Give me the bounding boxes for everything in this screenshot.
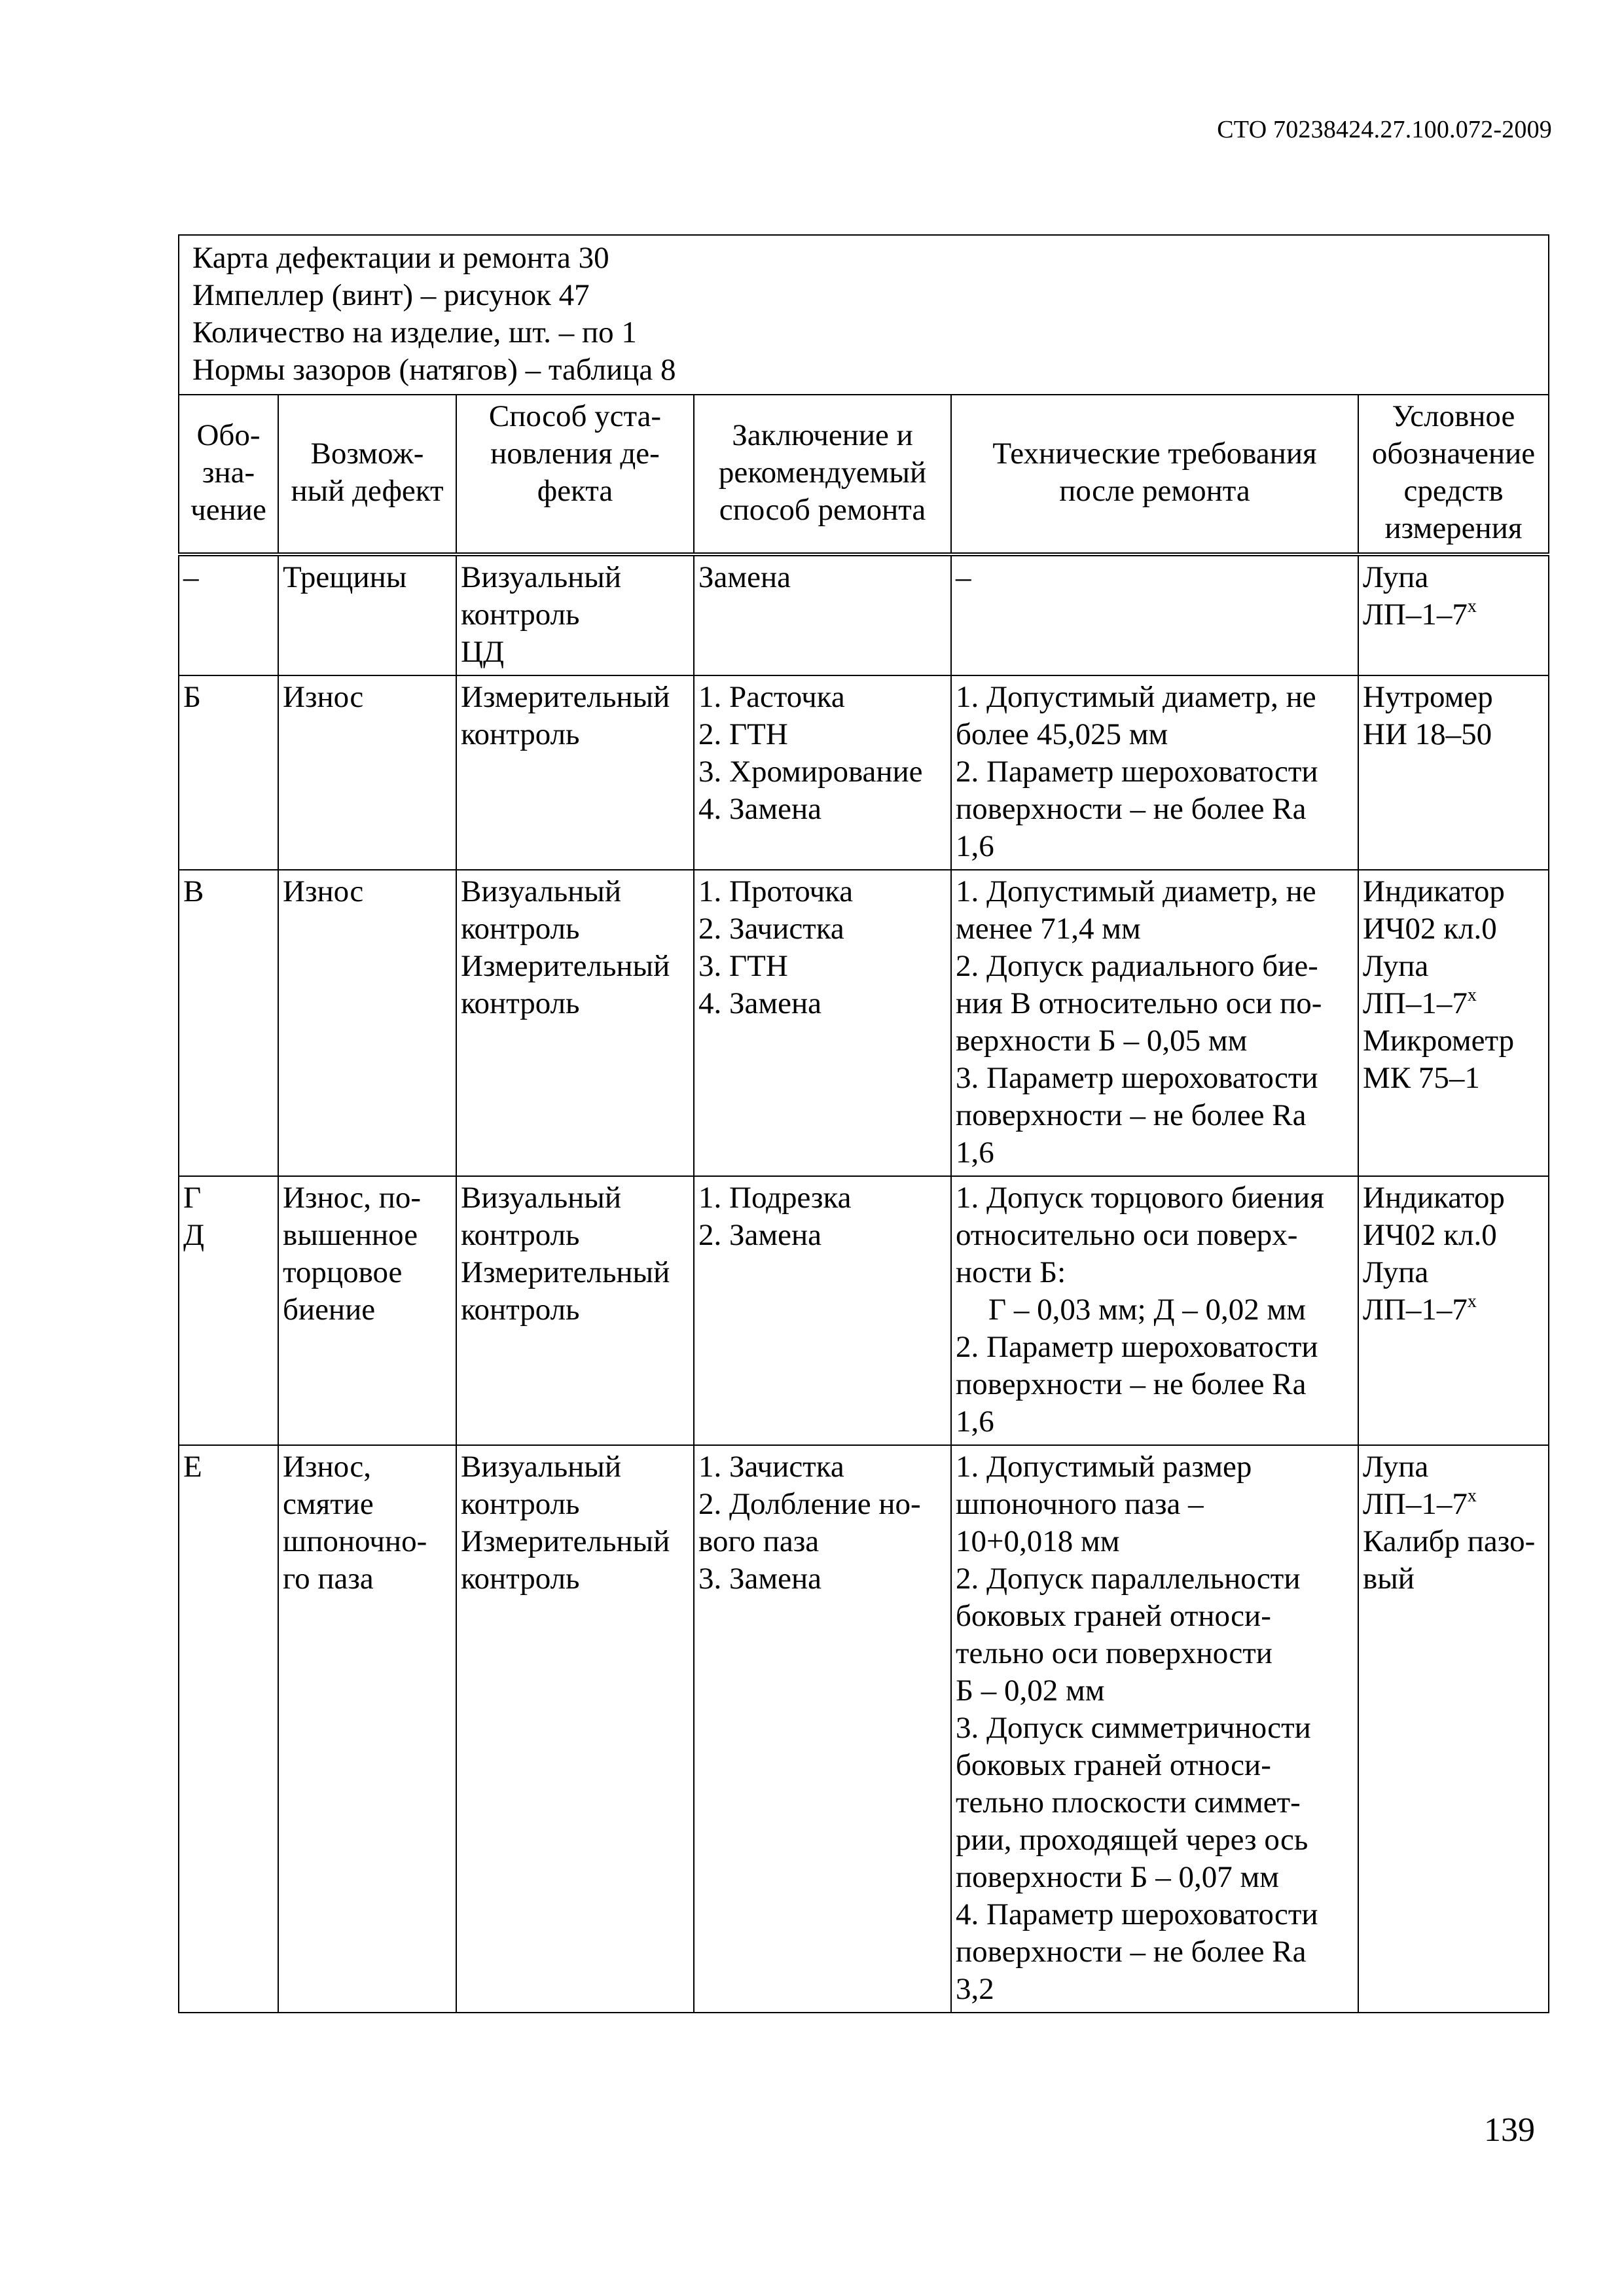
cell-repair: 1. Зачистка 2. Долбление но- вого паза 3. Замена <box>694 1445 951 2013</box>
cell-repair: Замена <box>694 554 951 675</box>
cell-designation: Е <box>179 1445 278 2013</box>
cell-method: Визуальный контроль Измерительный контроль <box>456 870 694 1176</box>
quantity-per-product: Количество на изделие, шт. – по 1 <box>192 315 637 350</box>
cell-requirements: 1. Допуск торцового биения относительно оси поверх- ности Б: Г – 0,03 мм; Д – 0,02 мм 2. Параметр шероховатости поверхности – не более Ra 1,6 <box>951 1176 1358 1445</box>
table-row <box>179 554 1549 675</box>
table-row <box>179 1176 1549 1445</box>
cell-designation: В <box>179 870 278 1176</box>
cell-requirements: 1. Допустимый диаметр, не менее 71,4 мм 2. Допуск радиального бие- ния В относительно оси по- верхности Б – 0,05 мм 3. Параметр шероховатости поверхности – не более Ra 1,6 <box>951 870 1358 1176</box>
cell-requirements: – <box>951 554 1358 675</box>
cell-defect: Износ, по- вышенное торцовое биение <box>278 1176 456 1445</box>
clearance-norms: Нормы зазоров (натягов) – таблица 8 <box>192 353 676 387</box>
cell-method: Измерительный контроль <box>456 675 694 870</box>
cell-designation: Б <box>179 675 278 870</box>
cell-requirements: 1. Допустимый диаметр, не более 45,025 мм 2. Параметр шероховатости поверхности – не более Ra 1,6 <box>951 675 1358 870</box>
cell-designation: – <box>179 554 278 675</box>
cell-designation: Г Д <box>179 1176 278 1445</box>
cell-instruments: Лупа $ЛП-1-7^х$ Калибр пазо- вый <box>1358 1445 1549 2013</box>
cell-instruments: Лупа $ЛП-1-7^х$ <box>1358 554 1549 675</box>
cell-instruments: Индикатор ИЧ02 кл.0 Лупа $ЛП-1-7^х$ <box>1358 1176 1549 1445</box>
cell-instruments: Индикатор ИЧ02 кл.0 Лупа $ЛП-1-7^х$ Микрометр МК 75–1 <box>1358 870 1549 1176</box>
cell-defect: Износ, смятие шпоночно- го паза <box>278 1445 456 2013</box>
defect-repair-card-table <box>178 234 1549 2013</box>
card-title: Карта дефектации и ремонта 30 <box>192 241 609 275</box>
column-header-defect: Возмож- ный дефект <box>278 395 456 554</box>
cell-defect: Износ <box>278 870 456 1176</box>
cell-repair: 1. Подрезка 2. Замена <box>694 1176 951 1445</box>
cell-method: Визуальный контроль Измерительный контроль <box>456 1445 694 2013</box>
column-header-requirements: Технические требования после ремонта <box>951 395 1358 554</box>
column-header-instruments: Условное обозначение средств измерения <box>1358 395 1549 554</box>
column-header-repair-method: Заключение и рекомендуемый способ ремонта <box>694 395 951 554</box>
cell-repair: 1. Проточка 2. Зачистка 3. ГТН 4. Замена <box>694 870 951 1176</box>
cell-defect: Износ <box>278 675 456 870</box>
cell-method: Визуальный контроль ЦД <box>456 554 694 675</box>
cell-method: Визуальный контроль Измерительный контроль <box>456 1176 694 1445</box>
cell-repair: 1. Расточка 2. ГТН 3. Хромирование 4. Замена <box>694 675 951 870</box>
column-header-designation: Обо- зна- чение <box>179 395 278 554</box>
cell-defect: Трещины <box>278 554 456 675</box>
page-number: 139 <box>1484 2111 1535 2149</box>
document-code: СТО 70238424.27.100.072-2009 <box>1217 116 1552 143</box>
table-row <box>179 870 1549 1176</box>
cell-requirements: 1. Допустимый размер шпоночного паза – 10+0,018 мм 2. Допуск параллельности боковых граней относи- тельно оси поверхности Б – 0,02 мм 3. Допуск симметричности боковых граней относи- тельно плоскости симмет- рии, проходящей через ось поверхности Б – 0,07 мм 4. Параметр шероховатости поверхности – не более Ra 3,2 <box>951 1445 1358 2013</box>
cell-instruments: Нутромер НИ 18–50 <box>1358 675 1549 870</box>
card-intro <box>179 235 1549 395</box>
table-row <box>179 675 1549 870</box>
part-name: Импеллер (винт) – рисунок 47 <box>192 278 590 312</box>
table-row <box>179 1445 1549 2013</box>
column-header-detection-method: Способ уста- новления де- фекта <box>456 395 694 554</box>
column-header-row <box>179 395 1549 554</box>
